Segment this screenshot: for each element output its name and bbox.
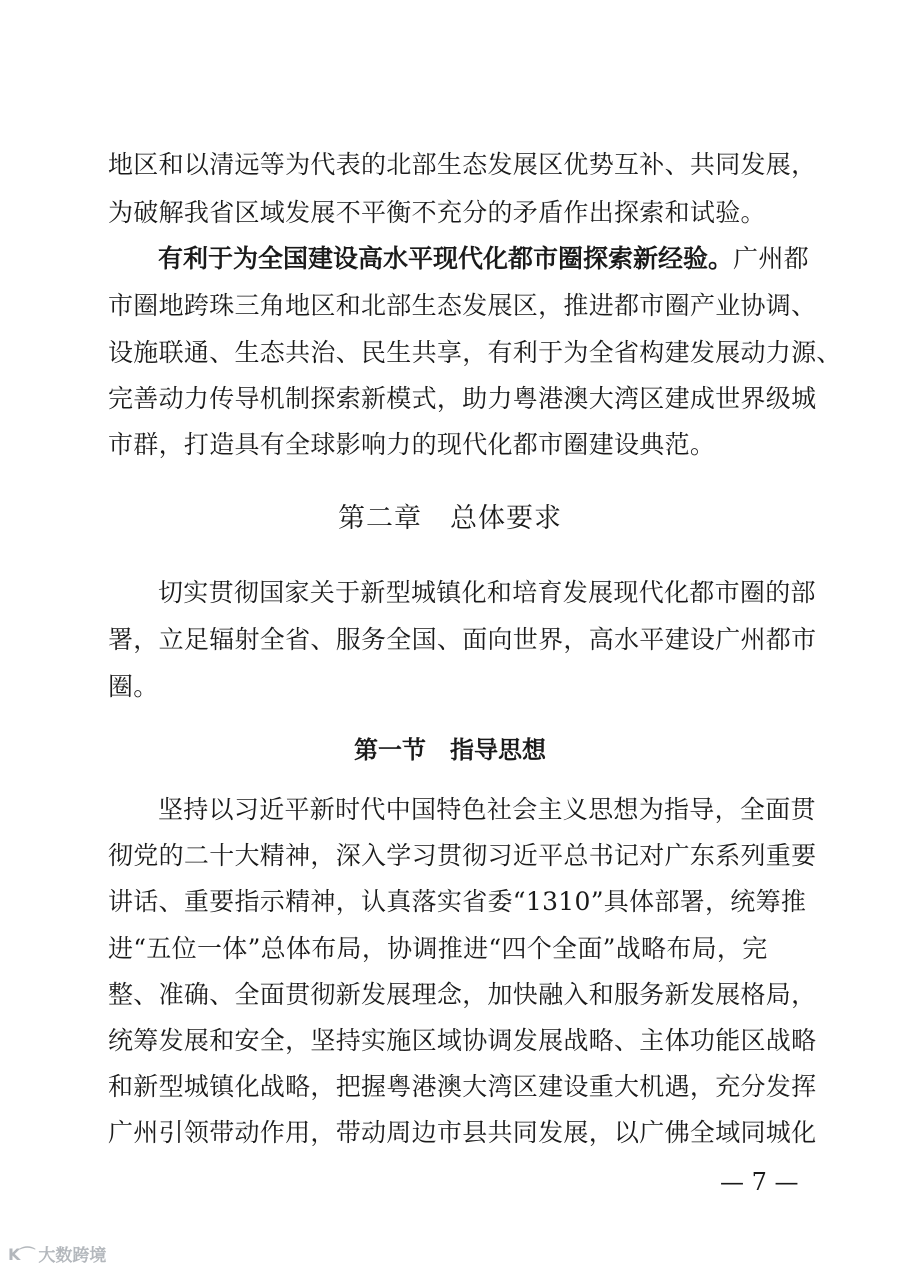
watermark-logo-icon: K⌒	[8, 1244, 35, 1264]
paragraph-4-line-4: 进“五位一体”总体布局，协调推进“四个全面”战略布局，完	[108, 934, 768, 963]
paragraph-2-line-2: 市圈地跨珠三角地区和北部生态发展区，推进都市圈产业协调、	[108, 291, 817, 320]
paragraph-4-line-7: 和新型城镇化战略，把握粤港澳大湾区建设重大机遇，充分发挥	[108, 1072, 817, 1101]
paragraph-2-line-5: 市群，打造具有全球影响力的现代化都市圈建设典范。	[108, 430, 716, 459]
watermark	[8, 1240, 106, 1266]
paragraph-2-bold-lead: 有利于为全国建设高水平现代化都市圈探索新经验。	[158, 244, 734, 273]
paragraph-1-line-1: 地区和以清远等为代表的北部生态发展区优势互补、共同发展，	[108, 150, 817, 179]
paragraph-3-line-1: 切实贯彻国家关于新型城镇化和培育发展现代化都市圈的部	[158, 578, 816, 607]
paragraph-2-first-line-rest: 广州都	[733, 244, 809, 273]
paragraph-4-line-8: 广州引领带动作用，带动周边市县共同发展，以广佛全域同城化	[108, 1118, 817, 1147]
paragraph-2-line-3: 设施联通、生态共治、民生共享，有利于为全省构建发展动力源、	[108, 338, 842, 367]
paragraph-4-line-6: 统筹发展和安全，坚持实施区域协调发展战略、主体功能区战略	[108, 1026, 817, 1055]
paragraph-4-line-2: 彻党的二十大精神，深入学习贯彻习近平总书记对广东系列重要	[108, 841, 817, 870]
paragraph-4-line-3: 讲话、重要指示精神，认真落实省委“1310”具体部署，统筹推	[108, 887, 807, 916]
paragraph-3-line-2: 署，立足辐射全省、服务全国、面向世界，高水平建设广州都市	[108, 625, 817, 654]
paragraph-4-line-5: 整、准确、全面贯彻新发展理念，加快融入和服务新发展格局，	[108, 980, 817, 1009]
chapter-title: 第二章 总体要求	[338, 503, 562, 534]
page-number: — 7 —	[720, 1168, 799, 1196]
paragraph-1-line-2: 为破解我省区域发展不平衡不充分的矛盾作出探索和试验。	[108, 198, 766, 227]
section-title: 第一节 指导思想	[354, 736, 546, 764]
paragraph-3-line-3: 圈。	[108, 672, 159, 701]
paragraph-4-line-1: 坚持以习近平新时代中国特色社会主义思想为指导，全面贯	[158, 795, 816, 824]
watermark-text: 大数跨境	[38, 1245, 107, 1266]
paragraph-2-line-4: 完善动力传导机制探索新模式，助力粤港澳大湾区建成世界级城	[108, 384, 817, 413]
paragraph-2-line-1	[158, 244, 809, 274]
